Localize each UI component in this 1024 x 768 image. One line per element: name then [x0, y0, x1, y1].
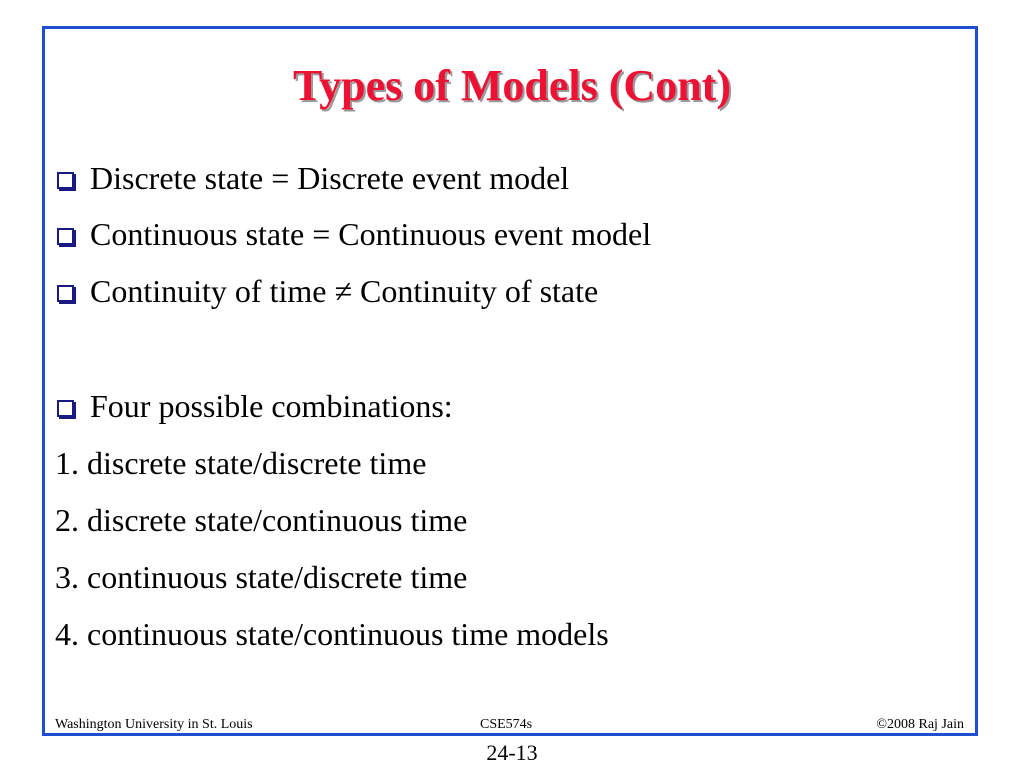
bullet-item: [55, 214, 651, 254]
square-bullet-icon: [57, 172, 74, 189]
slide-title: Types of Models (Cont): [293, 61, 731, 110]
bullet-text: Discrete state = Discrete event model: [90, 160, 570, 196]
square-bullet-icon: [57, 285, 74, 302]
combination-item: 3. continuous state/discrete time: [55, 559, 468, 595]
page-number: 24-13: [486, 740, 538, 765]
footer-course: CSE574s: [480, 717, 533, 732]
bullet-text: Four possible combinations:: [90, 388, 453, 424]
bullet-item: [55, 158, 569, 198]
combination-item: 4. continuous state/continuous time models: [55, 616, 609, 652]
square-bullet-icon: [57, 228, 74, 245]
combination-item: 1. discrete state/discrete time: [55, 445, 427, 481]
footer-copyright: ©2008 Raj Jain: [876, 717, 964, 732]
square-bullet-icon: [57, 400, 74, 417]
combination-item: 2. discrete state/continuous time: [55, 502, 468, 538]
bullet-item: [55, 386, 453, 426]
bullet-item: [55, 271, 598, 311]
footer-institution: Washington University in St. Louis: [55, 717, 253, 732]
bullet-text: Continuous state = Continuous event model: [90, 216, 652, 252]
bullet-text: Continuity of time ≠ Continuity of state: [90, 273, 599, 309]
